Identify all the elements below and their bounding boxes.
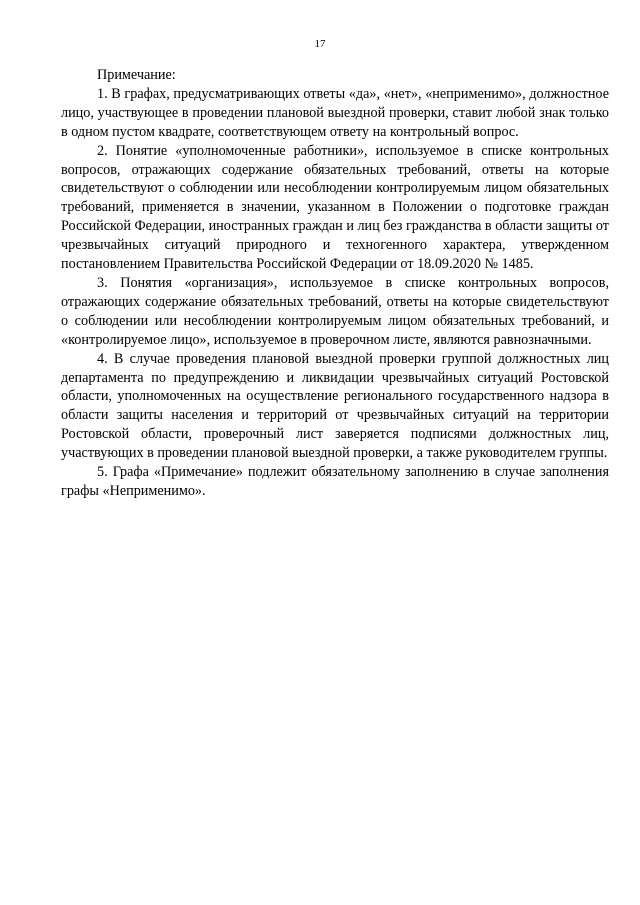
note-paragraph-5: 5. Графа «Примечание» подлежит обязательному заполнению в случае заполнения графы «Неприменимо». (61, 464, 609, 499)
note-title: Примечание: (97, 67, 176, 83)
note-paragraph-1: 1. В графах, предусматривающих ответы «да», «нет», «неприменимо», должностное лицо, участвующее в проведении плановой выездной проверки, ставит любой знак только в одном пустом квадрате, соответствующем ответу на контрольный вопрос. (61, 85, 609, 140)
note-section (61, 66, 609, 501)
page-number: 17 (314, 38, 326, 50)
note-paragraph-2: 2. Понятие «уполномоченные работники», используемое в списке контрольных вопросов, отражающих содержание обязательных требований, ответы на которые свидетельствуют о соблюдении или несоблюдении контролируемым лицом обязательных требований, применяется в значении, указанном в Положении о подготовке граждан Российской Федерации, иностранных граждан и лиц без гражданства в области защиты от чрезвычайных ситуаций природного и техногенного характера, утвержденном постановлением Правительства Российской Федерации от 18.09.2020 № 1485. (61, 142, 609, 273)
note-paragraph-3: 3. Понятия «организация», используемое в списке контрольных вопросов, отражающих содержание обязательных требований, ответы на которые свидетельствуют о соблюдении или несоблюдении контролируемым лицом обязательных требований, и «контролируемое лицо», используемое в проверочном листе, являются равнозначными. (61, 274, 609, 348)
note-paragraph-4: 4. В случае проведения плановой выездной проверки группой должностных лиц департамента по предупреждению и ликвидации чрезвычайных ситуаций Ростовской области, уполномоченных на осуществление регионального государственного надзора в области защиты населения и территорий от чрезвычайных ситуаций на территории Ростовской области, проверочный лист заверяется подписями должностных лиц, участвующих в проведении плановой выездной проверки, а также руководителем группы. (61, 350, 609, 462)
